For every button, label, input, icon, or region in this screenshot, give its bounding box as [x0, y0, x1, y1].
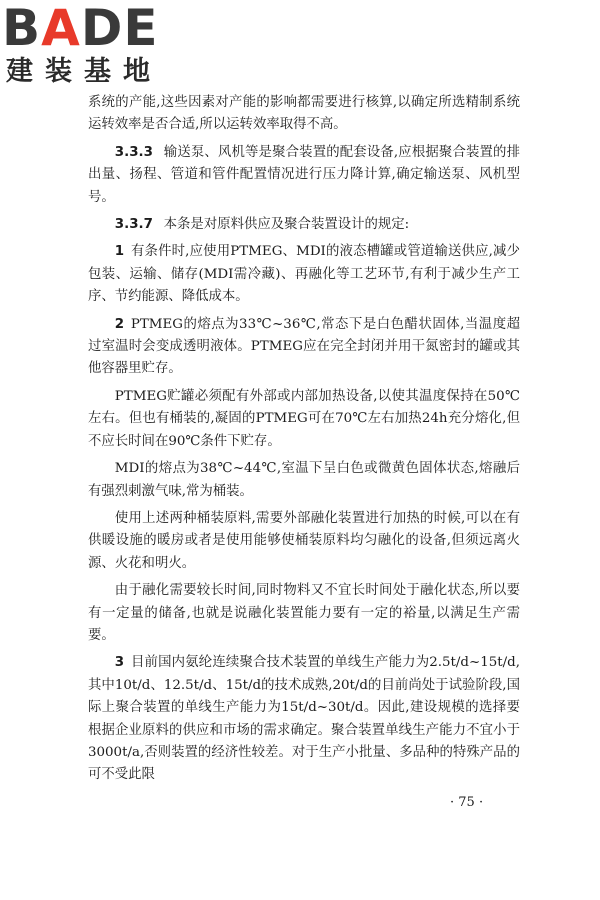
- page-number: · 75 ·: [450, 795, 484, 810]
- item-text: 有条件时,应使用PTMEG、MDI的液态槽罐或管道输送供应,减少包装、运输、储存(MDI需冷藏)、再融化等工艺环节,有利于减少生产工序、节约能源、降低成本。: [88, 244, 520, 305]
- item-number: 3: [114, 655, 125, 671]
- clause: [88, 142, 520, 209]
- clause: [88, 214, 520, 236]
- clause-number: 3.3.3: [114, 144, 153, 160]
- item-text: PTMEG的熔点为33℃~36℃,常态下是白色醋状固体,当温度超过室温时会变成透明液体。PTMEG应在完全封闭并用干氮密封的罐或其他容器里贮存。: [88, 316, 520, 377]
- paragraph: [88, 92, 520, 137]
- page-body: [88, 92, 520, 792]
- logo-wordmark: [2, 0, 159, 57]
- paragraph-text: PTMEG贮罐必须配有外部或内部加热设备,以使其温度保持在50℃左右。但也有桶装的,凝固的PTMEG可在70℃左右加热24h充分熔化,但不应长时间在90℃条件下贮存。: [88, 388, 520, 449]
- clause-number: 3.3.7: [114, 217, 153, 233]
- clause-text: 输送泵、风机等是聚合装置的配套设备,应根据聚合装置的排出量、扬程、管道和管件配置情况进行压力降计算,确定输送泵、风机型号。: [88, 144, 520, 205]
- clause-text: 本条是对原料供应及聚合装置设计的规定:: [163, 217, 410, 233]
- logo-brand: [2, 0, 159, 57]
- logo-tagline: 建装基地: [6, 56, 162, 87]
- paragraph-text: 系统的产能,这些因素对产能的影响都需要进行核算,以确定所选精制系统运转效率是否合适,所以运转效率取得不高。: [88, 95, 520, 133]
- paragraph: [88, 458, 520, 503]
- paragraph-text: 使用上述两种桶装原料,需要外部融化装置进行加热的时候,可以在有供暖设施的暖房或者是使用能够使桶装原料均匀融化的设备,但须远离火源、火花和明火。: [88, 510, 520, 571]
- list-item: [88, 652, 520, 786]
- item-number: 1: [114, 244, 125, 260]
- paragraph-text: 由于融化需要较长时间,同时物料又不宜长时间处于融化状态,所以要有一定量的储备,也就是说融化装置能力要有一定的裕量,以满足生产需要。: [88, 583, 520, 643]
- paragraph-text: MDI的熔点为38℃~44℃,室温下呈白色或微黄色固体状态,熔融后有强烈刺激气味,常为桶装。: [88, 461, 520, 499]
- list-item: [88, 314, 520, 381]
- logo-letter: E: [123, 0, 159, 57]
- logo-letter: D: [80, 0, 124, 57]
- logo: [2, 2, 182, 94]
- list-item: [88, 241, 520, 308]
- logo-accent-letter: A: [41, 0, 81, 57]
- paragraph: [88, 508, 520, 575]
- paragraph: [88, 386, 520, 453]
- paragraph: [88, 580, 520, 647]
- item-number: 2: [114, 316, 125, 332]
- item-text: 目前国内氨纶连续聚合技术装置的单线生产能力为2.5t/d~15t/d,其中10t/d、12.5t/d、15t/d的技术成熟,20t/d的目前尚处于试验阶段,国际上聚合装置的单线生产能力为15t/d~30t/d。因此,建设规模的选择要根据企业原料的供应和市场的需求确定。聚合装置单线生产能力不宜小于3000t/a,否则装置的经济性较差。对于生产小批量、多品种的特殊产品的可不受此限: [88, 655, 520, 783]
- logo-letter: B: [2, 0, 42, 57]
